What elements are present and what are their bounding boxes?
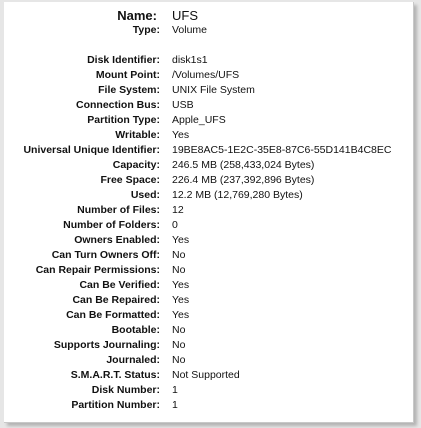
info-row: [4, 143, 413, 158]
field-value: Yes: [172, 129, 190, 141]
info-row: [4, 233, 413, 248]
field-label: Can Repair Permissions:: [35, 264, 160, 276]
type-value: Volume: [172, 24, 208, 36]
field-label: Used:: [130, 189, 160, 201]
info-row: [4, 173, 413, 188]
info-row: [4, 128, 413, 143]
info-row: [4, 203, 413, 218]
field-label: Disk Identifier:: [87, 54, 160, 66]
field-value: /Volumes/UFS: [172, 69, 240, 81]
info-row: [4, 293, 413, 308]
field-value: Apple_UFS: [172, 114, 226, 126]
field-value: disk1s1: [172, 54, 208, 66]
info-row: [4, 263, 413, 278]
info-row: [4, 83, 413, 98]
field-value: Yes: [172, 294, 190, 306]
info-row: [4, 308, 413, 323]
field-value: No: [172, 339, 186, 351]
field-label: Can Be Verified:: [79, 279, 160, 291]
field-value: Yes: [172, 309, 190, 321]
field-label: Supports Journaling:: [53, 339, 160, 351]
field-value: 1: [172, 399, 178, 411]
field-label: Can Turn Owners Off:: [51, 249, 160, 261]
info-row: [4, 68, 413, 83]
info-row: [4, 353, 413, 368]
field-value: No: [172, 249, 186, 261]
info-row: [4, 113, 413, 128]
field-label: S.M.A.R.T. Status:: [70, 369, 160, 381]
field-label: Can Be Formatted:: [66, 309, 160, 321]
field-value: No: [172, 324, 186, 336]
info-row: [4, 98, 413, 113]
info-row: [4, 278, 413, 293]
field-value: Yes: [172, 279, 190, 291]
info-row: [4, 323, 413, 338]
info-row-type: [4, 23, 413, 38]
field-label: Number of Files:: [77, 204, 160, 216]
name-value: UFS: [172, 8, 198, 23]
info-row-name: [4, 8, 413, 24]
field-value: UNIX File System: [172, 84, 255, 96]
field-label: Disk Number:: [91, 384, 160, 396]
field-label: Partition Type:: [87, 114, 160, 126]
field-value: 1: [172, 384, 178, 396]
field-label: Bootable:: [111, 324, 160, 336]
field-label: Capacity:: [112, 159, 160, 171]
field-value: USB: [172, 99, 194, 111]
info-row: [4, 158, 413, 173]
field-value: 0: [172, 219, 178, 231]
field-label: Owners Enabled:: [74, 234, 160, 246]
info-row: [4, 338, 413, 353]
field-value: Not Supported: [172, 369, 240, 381]
info-row: [4, 188, 413, 203]
name-label: Name:: [117, 8, 157, 23]
field-label: Free Space:: [100, 174, 160, 186]
field-value: 19BE8AC5-1E2C-35E8-87C6-55D141B4C8EC: [172, 144, 392, 156]
field-value: No: [172, 354, 186, 366]
info-row: [4, 383, 413, 398]
field-label: Universal Unique Identifier:: [23, 144, 160, 156]
field-label: Number of Folders:: [63, 219, 160, 231]
field-value: 246.5 MB (258,433,024 Bytes): [172, 159, 315, 171]
volume-info-panel: [4, 2, 414, 423]
info-row: [4, 248, 413, 263]
info-row: [4, 398, 413, 413]
field-label: Writable:: [115, 129, 160, 141]
info-row: [4, 368, 413, 383]
field-label: Journaled:: [106, 354, 160, 366]
field-label: Connection Bus:: [76, 99, 160, 111]
field-label: File System:: [98, 84, 160, 96]
field-label: Mount Point:: [95, 69, 160, 81]
field-value: Yes: [172, 234, 190, 246]
field-label: Partition Number:: [71, 399, 160, 411]
field-label: Can Be Repaired:: [72, 294, 160, 306]
type-label: Type:: [132, 24, 160, 36]
info-row: [4, 218, 413, 233]
field-value: 12: [172, 204, 184, 216]
field-value: No: [172, 264, 186, 276]
field-value: 12.2 MB (12,769,280 Bytes): [172, 189, 303, 201]
info-row: [4, 53, 413, 68]
field-value: 226.4 MB (237,392,896 Bytes): [172, 174, 315, 186]
